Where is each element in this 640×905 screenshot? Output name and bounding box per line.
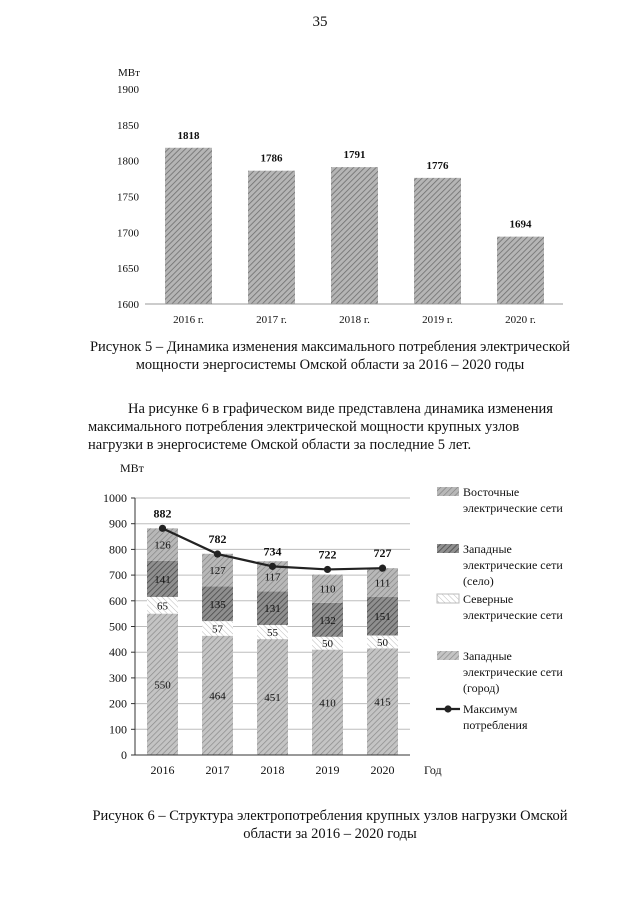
chart1-category-label: 2017 г. <box>256 314 287 326</box>
chart2-max-point <box>159 525 166 532</box>
chart1-value-label: 1776 <box>426 159 449 172</box>
chart2-segment-label: 127 <box>209 565 226 578</box>
chart2-segment-label: 111 <box>374 577 391 590</box>
chart2-segment-label: 415 <box>374 696 391 709</box>
chart1-y-tick-label: 1750 <box>117 191 139 204</box>
figure5-caption <box>60 338 600 374</box>
legend-label-line3: (город) <box>463 681 500 695</box>
chart1-y-unit: МВт <box>118 67 140 79</box>
figure6-caption-line2: области за 2016 – 2020 годы <box>243 826 417 842</box>
chart2-y-tick-label: 400 <box>109 645 127 660</box>
chart2-y-tick-label: 200 <box>109 696 127 711</box>
chart2-segment-label: 550 <box>154 679 171 692</box>
legend-swatch <box>437 651 459 660</box>
chart1-category-label: 2016 г. <box>173 314 204 326</box>
paragraph-line2: максимального потребления электрической мощности крупных узлов <box>88 419 520 435</box>
chart1-value-label: 1791 <box>343 149 366 162</box>
chart2-max-point <box>324 566 331 573</box>
figure6-caption-line1: Рисунок 6 – Структура электропотребления крупных узлов нагрузки Омской <box>92 808 568 824</box>
legend-swatch <box>437 544 459 553</box>
chart2-max-label: 722 <box>318 547 337 562</box>
chart1-y-tick-label: 1800 <box>117 155 139 168</box>
chart2-max-label: 882 <box>153 506 172 521</box>
chart2-category-label: 2018 <box>260 763 285 777</box>
chart2-segment-label: 55 <box>267 627 278 640</box>
chart2-max-point <box>214 550 221 557</box>
chart1-y-tick-label: 1850 <box>117 119 139 132</box>
chart1-value-label: 1818 <box>177 129 200 142</box>
legend-label-line1: Западные <box>463 542 512 556</box>
chart2-segment-label: 151 <box>374 611 391 624</box>
chart2-segment-label: 410 <box>319 697 336 710</box>
chart2-y-unit: МВт <box>120 461 144 475</box>
figure5-caption-line2: мощности энергосистемы Омской области за 2016 – 2020 годы <box>135 357 525 373</box>
chart2-y-tick-label: 500 <box>109 619 127 634</box>
legend-label-line1: Западные <box>463 649 512 663</box>
chart2-max-point <box>379 565 386 572</box>
chart2-x-unit: Год <box>424 763 442 777</box>
chart1-y-tick-label: 1700 <box>117 227 139 240</box>
chart2-y-tick-label: 1000 <box>103 491 127 505</box>
chart2-segment-label: 50 <box>322 638 333 651</box>
figure5-caption-line1: Рисунок 5 – Динамика изменения максимального потребления электрической <box>89 339 571 355</box>
legend-swatch <box>437 594 459 603</box>
legend-swatch <box>437 487 459 496</box>
chart1-y-tick-label: 1900 <box>117 84 139 96</box>
chart2-y-tick-label: 600 <box>109 593 127 608</box>
chart1-y-tick-label: 1600 <box>117 299 139 311</box>
legend-label-line2: электрические сети <box>463 608 563 622</box>
chart2-y-tick-label: 700 <box>109 568 127 583</box>
chart2-y-tick-label: 300 <box>109 670 127 685</box>
chart2-segment-label: 65 <box>157 600 168 613</box>
chart2-category-label: 2017 <box>205 763 230 777</box>
chart2-category-label: 2019 <box>315 763 340 777</box>
chart2-segment-label: 451 <box>264 692 281 705</box>
chart2-segment-label: 126 <box>154 539 171 552</box>
chart2-segment-label: 57 <box>212 623 223 636</box>
chart1-category-label: 2018 г. <box>339 314 370 326</box>
chart2-category-label: 2020 <box>370 763 395 777</box>
max-consumption-bar-chart <box>0 0 640 335</box>
chart2-y-tick-label: 0 <box>121 748 127 762</box>
legend-label-line2: потребления <box>463 718 528 732</box>
chart2-max-label: 782 <box>208 532 227 547</box>
chart1-bar <box>414 178 461 304</box>
chart1-value-label: 1694 <box>509 218 532 231</box>
chart1-bar <box>248 171 295 304</box>
legend-marker <box>444 705 451 712</box>
chart1-y-tick-label: 1650 <box>117 263 139 276</box>
body-paragraph <box>88 400 598 454</box>
figure6-caption <box>60 807 600 843</box>
chart2-max-label: 734 <box>263 544 282 559</box>
chart2-y-tick-label: 900 <box>109 516 127 531</box>
chart1-category-label: 2019 г. <box>422 314 453 326</box>
chart2-segment-label: 132 <box>319 614 336 627</box>
legend-label-line2: электрические сети <box>463 501 563 515</box>
legend-label-line2: электрические сети <box>463 558 563 572</box>
chart2-segment-label: 464 <box>209 690 226 703</box>
legend-label-line3: (село) <box>463 574 494 588</box>
legend-label-line2: электрические сети <box>463 665 563 679</box>
chart1-bar <box>331 167 378 304</box>
legend-label-line1: Максимум <box>463 702 518 716</box>
chart2-y-tick-label: 800 <box>109 542 127 557</box>
legend-label-line1: Северные <box>463 592 514 606</box>
chart1-bar <box>165 148 212 304</box>
chart2-segment-label: 117 <box>264 571 281 584</box>
chart1-bar <box>497 237 544 304</box>
chart2-segment-label: 141 <box>154 573 171 586</box>
chart2-segment-label: 135 <box>209 598 226 611</box>
chart2-max-label: 727 <box>373 546 392 561</box>
chart1-value-label: 1786 <box>260 152 283 165</box>
chart2-max-point <box>269 563 276 570</box>
page-number: 35 <box>312 14 328 30</box>
chart2-segment-label: 50 <box>377 636 388 649</box>
chart2-segment-label: 131 <box>264 603 281 616</box>
chart2-category-label: 2016 <box>150 763 175 777</box>
paragraph-line3: нагрузки в энергосистеме Омской области за последние 5 лет. <box>88 437 472 453</box>
chart1-category-label: 2020 г. <box>505 314 536 326</box>
chart2-segment-label: 110 <box>319 583 336 596</box>
chart2-y-tick-label: 100 <box>109 722 127 737</box>
load-structure-stacked-chart <box>0 458 640 788</box>
legend-label-line1: Восточные <box>463 485 520 499</box>
paragraph-line1: На рисунке 6 в графическом виде представлена динамика изменения <box>128 401 553 417</box>
